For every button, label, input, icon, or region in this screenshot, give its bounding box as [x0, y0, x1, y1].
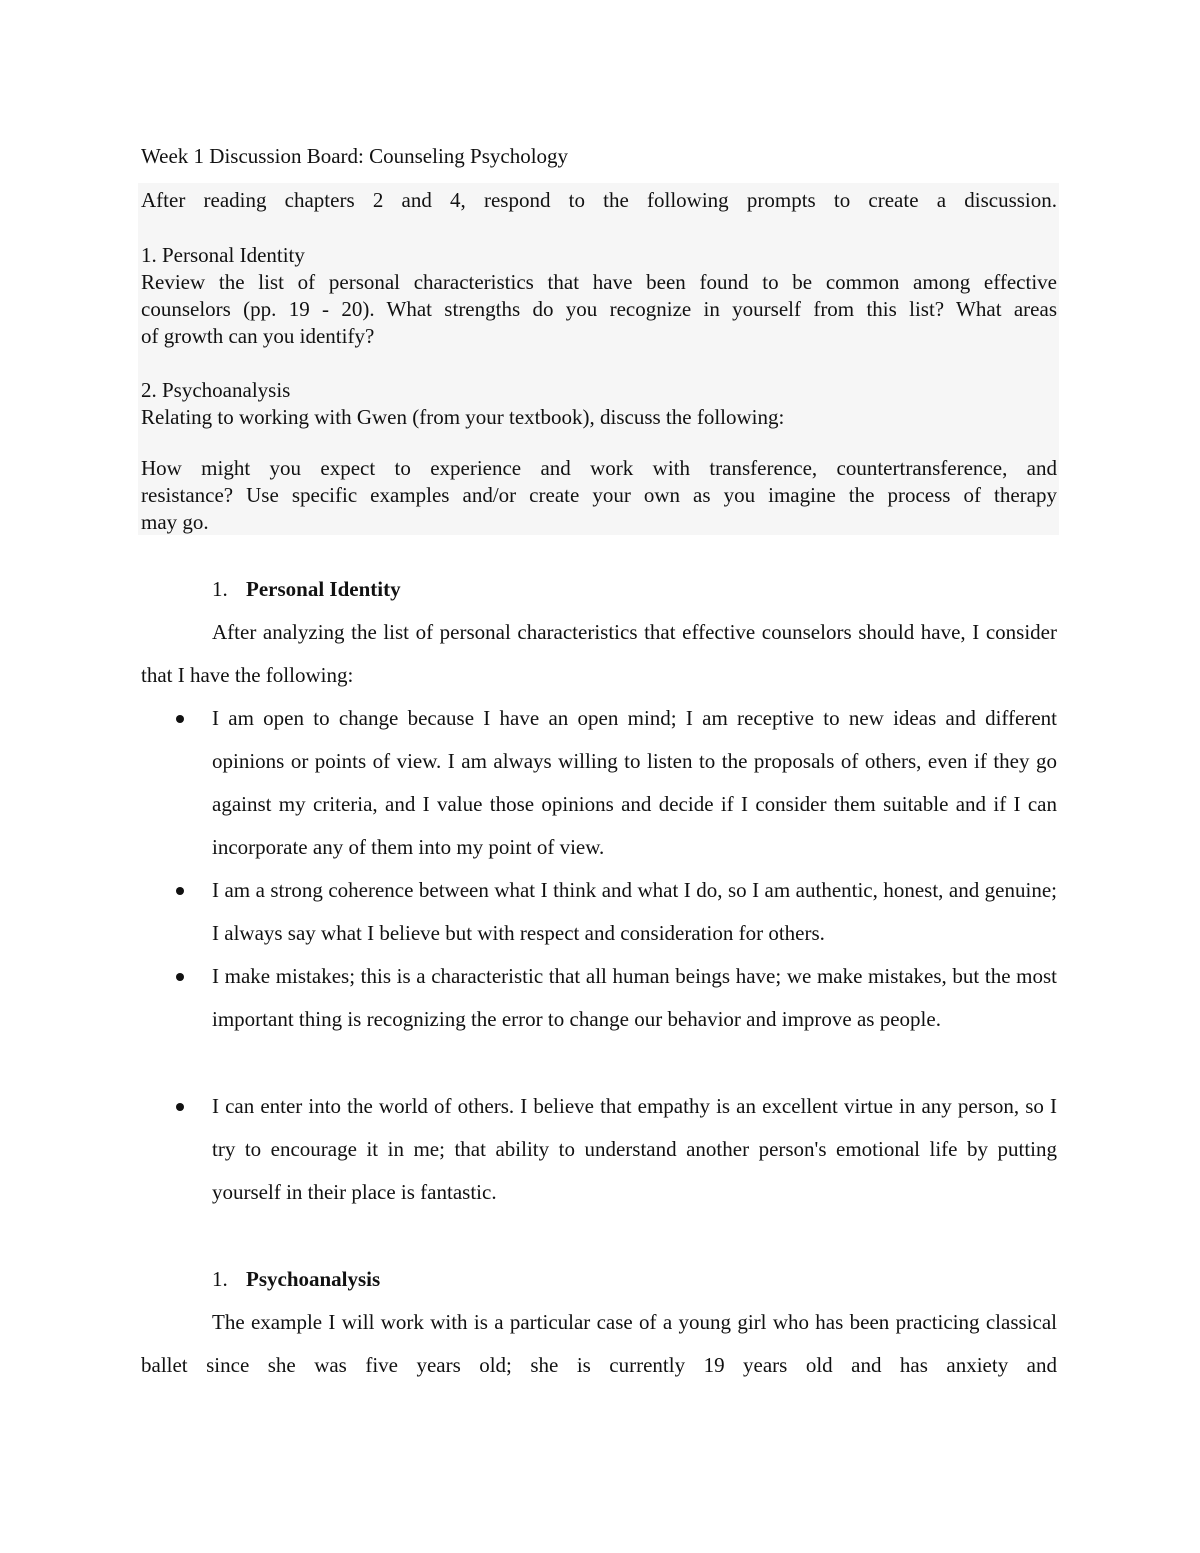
section-2-heading-text: Psychoanalysis [246, 1267, 381, 1291]
prompt-item-2-question [141, 455, 1057, 536]
section-1-bullet-3-text: I make mistakes; this is a characteristic that all human beings have; we make mistakes, but the most important thing is recognizing the error to change our behavior and improve as people. [212, 964, 1057, 1031]
prompt-intro: After reading chapters 2 and 4, respond to the following prompts to create a discussion. [141, 188, 1057, 212]
section-1-heading [212, 576, 401, 603]
section-1-bullet-1-text: I am open to change because I have an open mind; I am receptive to new ideas and different opinions or points of view. I am always willing to listen to the proposals of others, even if they go against my criteria, and I value those opinions and decide if I consider them suitable and if I can incorporate any of them into my point of view. [212, 706, 1057, 859]
bullet-dot-icon [176, 973, 184, 981]
prompt-item-1-line-2: counselors (pp. 19 - 20). What strengths do you recognize in yourself from this list? What areas [141, 297, 1057, 321]
bullet-dot-icon [176, 887, 184, 895]
document-title: Week 1 Discussion Board: Counseling Psychology [141, 144, 569, 168]
bullet-dot-icon [176, 715, 184, 723]
prompt-item-1-line-1: Review the list of personal characteristics that have been found to be common among effective [141, 270, 1057, 294]
section-1-intro: After analyzing the list of personal characteristics that effective counselors should have, I consider that I have the following: [141, 620, 1057, 687]
prompt-item-2-question-line-1: How might you expect to experience and work with transference, countertransference, and [141, 456, 1057, 480]
prompt-item-2-question-line-2: resistance? Use specific examples and/or create your own as you imagine the process of therapy [141, 483, 1057, 507]
prompt-item-2-title [141, 377, 1057, 404]
prompt-item-1-title [141, 242, 1057, 269]
section-2-number: 1. [212, 1267, 228, 1291]
bullet-dot-icon [176, 1103, 184, 1111]
prompt-item-2-body [141, 404, 1057, 431]
prompt-item-1-body [141, 269, 1057, 350]
section-1-heading-text: Personal Identity [246, 577, 401, 601]
section-1-bullet-4-text: I can enter into the world of others. I believe that empathy is an excellent virtue in any person, so I try to encourage it in me; that ability to understand another person's emotional life by putting yourself in their place is fantastic. [212, 1094, 1057, 1204]
section-2-heading [212, 1266, 380, 1293]
section-1-number: 1. [212, 577, 228, 601]
section-2-intro: The example I will work with is a particular case of a young girl who has been practicing classical ballet since she was five years old; she is currently 19 years old and has anxiety and [141, 1310, 1057, 1377]
prompt-item-1-title-text: 1. Personal Identity [141, 243, 305, 267]
prompt-item-2-question-line-3: may go. [141, 510, 209, 534]
section-1-bullet-2-text: I am a strong coherence between what I think and what I do, so I am authentic, honest, and genuine; I always say what I believe but with respect and consideration for others. [212, 878, 1057, 945]
prompt-item-2-line: Relating to working with Gwen (from your textbook), discuss the following: [141, 405, 785, 429]
prompt-item-1-line-3: of growth can you identify? [141, 324, 375, 348]
prompt-item-2-title-text: 2. Psychoanalysis [141, 378, 291, 402]
